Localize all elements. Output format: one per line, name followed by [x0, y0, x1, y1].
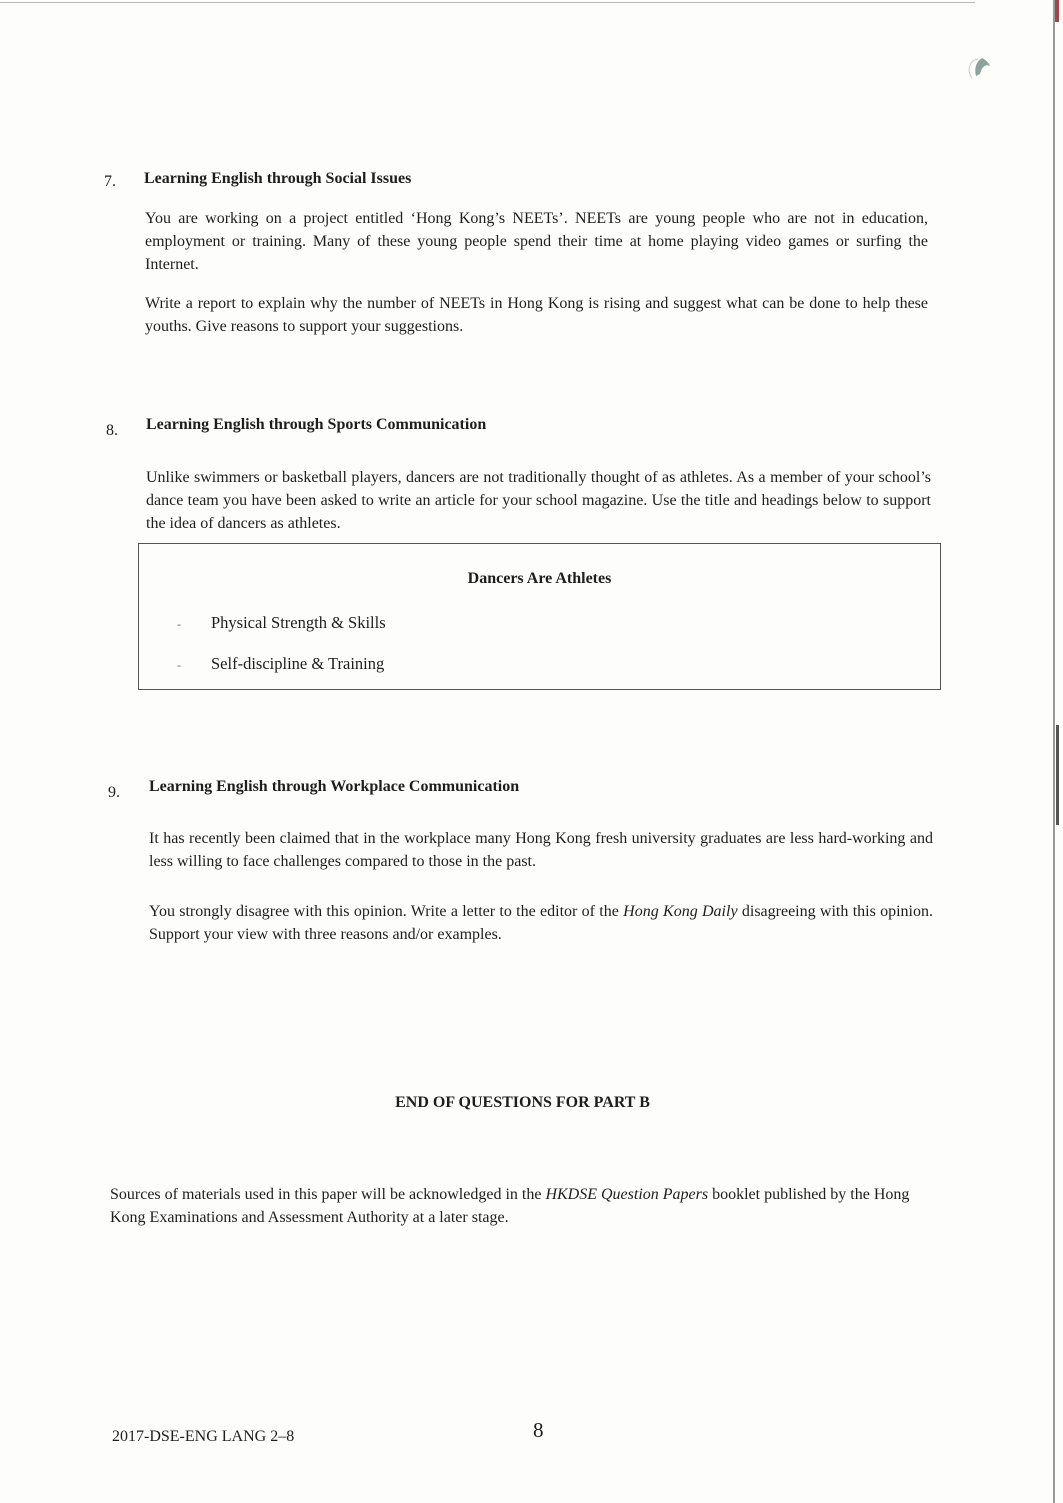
paragraph-text: disagreeing with this opinion. Support your view with three reasons and/or examples.: [149, 903, 934, 943]
question-paragraph: It has recently been claimed that in the workplace many Hong Kong fresh university graduates are less hard-working and less willing to face challenges compared to those in the past.: [149, 830, 933, 870]
scan-top-edge: [0, 2, 975, 3]
question-paragraph: Write a report to explain why the number of NEETs in Hong Kong is rising and suggest what can be done to help these youths. Give reasons to support your suggestions.: [145, 295, 928, 335]
scan-right-edge-shadow: [1056, 725, 1059, 825]
question-title: Learning English through Workplace Communication: [149, 778, 520, 795]
scan-right-edge: [1053, 0, 1055, 1503]
paragraph-text: You strongly disagree with this opinion. Write a letter to the editor of the: [149, 903, 624, 920]
question-number: 9.: [108, 784, 120, 801]
dash-bullet-icon: -: [177, 617, 181, 631]
outline-item-text: Physical Strength & Skills: [211, 613, 386, 632]
sources-text: Sources of materials used in this paper will be acknowledged in the: [110, 1186, 546, 1203]
outline-item-text: Self-discipline & Training: [211, 654, 385, 673]
outline-item: [177, 654, 384, 674]
newspaper-name: Hong Kong Daily: [623, 903, 738, 920]
scan-corner-mark: [1055, 0, 1059, 22]
paper-code: 2017-DSE-ENG LANG 2–8: [112, 1428, 295, 1445]
article-outline-box: [138, 543, 941, 690]
staple-mark-icon: [962, 52, 996, 86]
page-number: 8: [533, 1418, 544, 1442]
booklet-title: HKDSE Question Papers: [545, 1186, 709, 1203]
question-number: 7.: [104, 173, 116, 190]
question-paragraph: [149, 900, 933, 946]
sources-text: booklet published by the Hong Kong Examinations and Assessment Authority at a later stage.: [110, 1186, 910, 1226]
sources-acknowledgement: [110, 1183, 940, 1229]
outline-item: [177, 613, 386, 633]
question-title: Learning English through Social Issues: [144, 170, 412, 187]
outline-title: Dancers Are Athletes: [467, 570, 612, 587]
question-paragraph: Unlike swimmers or basketball players, dancers are not traditionally thought of as athletes. As a member of your school’s dance team you have been asked to write an article for your school magazine. Use the title and headings below to support the idea of dancers as athletes.: [146, 469, 931, 532]
end-of-part-heading: END OF QUESTIONS FOR PART B: [395, 1094, 650, 1111]
question-title: Learning English through Sports Communication: [146, 416, 487, 433]
question-number: 8.: [106, 422, 118, 439]
question-paragraph: You are working on a project entitled ‘Hong Kong’s NEETs’. NEETs are young people who are not in education, employment or training. Many of these young people spend their time at home playing video games or surfing the Internet.: [145, 210, 928, 273]
dash-bullet-icon: -: [177, 658, 181, 672]
